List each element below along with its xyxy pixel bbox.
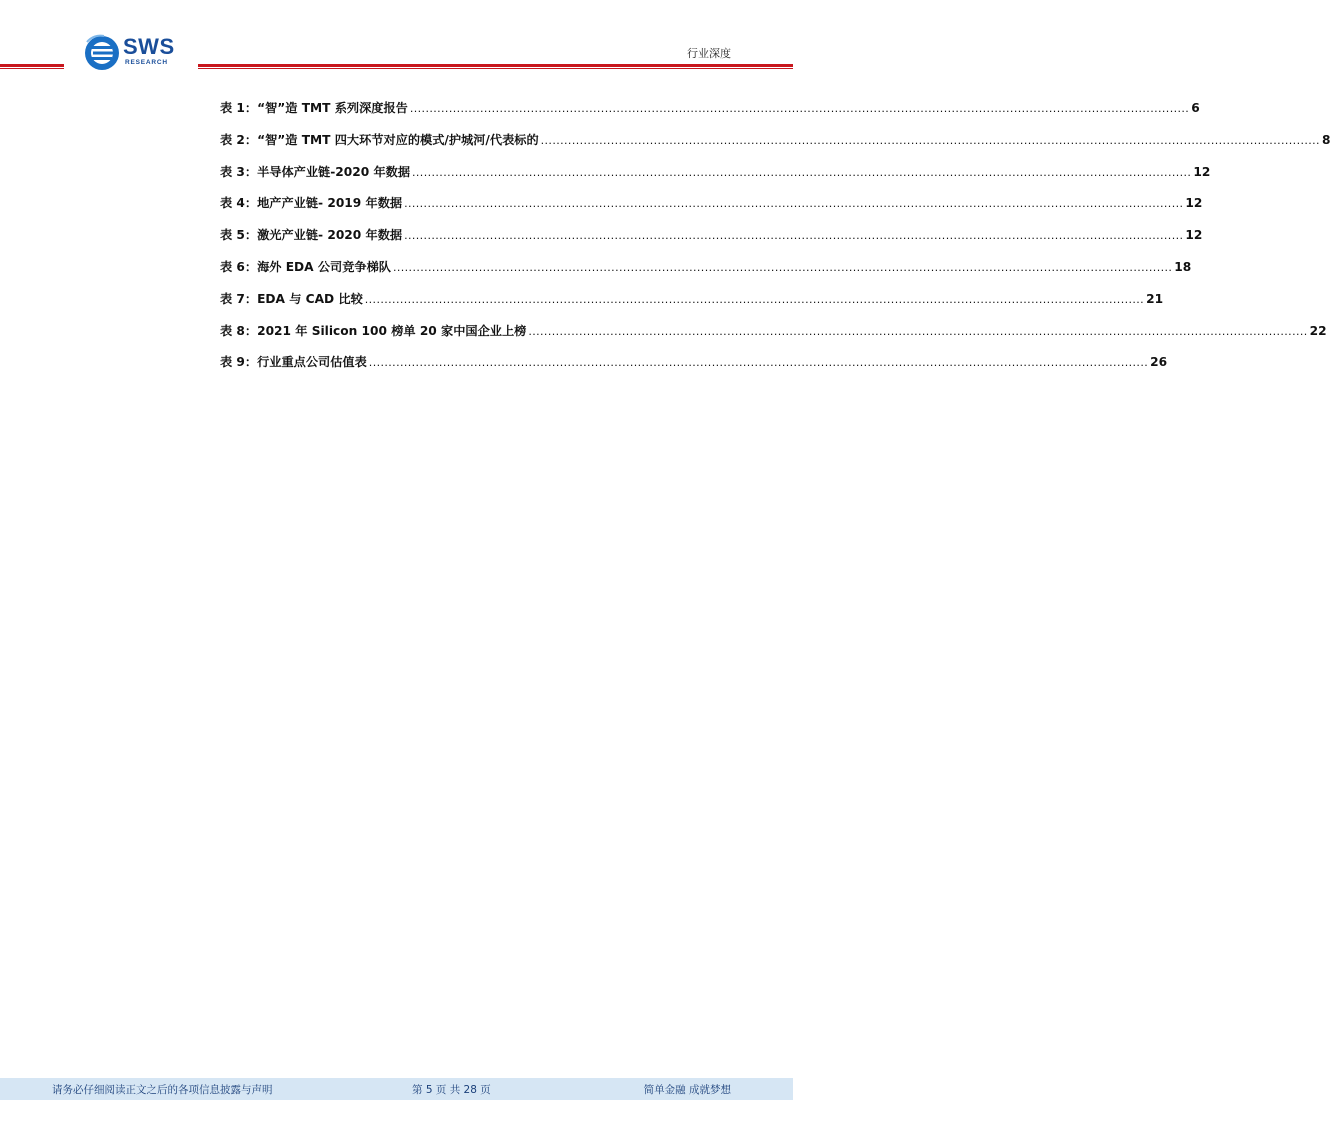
- leader-dots: ........................................................................................................................................................................................................: [392, 260, 1173, 274]
- toc-entry-label: 表 1：“智”造 TMT 系列深度报告: [220, 101, 408, 115]
- toc-entry[interactable]: [220, 290, 1164, 322]
- toc-entry-page: 26: [1150, 355, 1168, 370]
- report-category: 行业深度: [687, 47, 731, 60]
- toc-entry-label: 表 8：2021 年 Silicon 100 榜单 20 家中国企业上榜: [220, 323, 527, 338]
- logo-subtext: RESEARCH: [125, 59, 168, 66]
- toc-entry-label: 表 5：激光产业链- 2020 年数据: [220, 228, 403, 243]
- toc-entry-page: 12: [1193, 164, 1211, 179]
- toc-entry-label: 表 4：地产产业链- 2019 年数据: [220, 196, 403, 211]
- leader-dots: ........................................................................................................................................................................................................: [412, 165, 1192, 179]
- header-rule-left: [0, 64, 64, 70]
- toc-entry[interactable]: [220, 258, 1192, 290]
- toc-entry-page: 12: [1185, 196, 1203, 211]
- footer-page-number: 第 5 页 共 28 页: [412, 1084, 491, 1096]
- table-list: [220, 99, 1330, 385]
- toc-entry-label: 表 6：海外 EDA 公司竞争梯队: [220, 259, 391, 274]
- toc-entry[interactable]: [220, 194, 1203, 226]
- toc-entry[interactable]: [220, 226, 1203, 258]
- leader-dots: ........................................................................................................................................................................................................: [404, 229, 1184, 243]
- leader-dots: ........................................................................................................................................................................................................: [368, 356, 1149, 370]
- toc-entry[interactable]: [220, 353, 1168, 385]
- toc-entry-page: 18: [1174, 259, 1192, 274]
- toc-entry[interactable]: [220, 131, 1330, 163]
- page-footer: [0, 1078, 793, 1100]
- leader-dots: ........................................................................................................................................................................................................: [540, 133, 1320, 147]
- toc-entry-page: 6: [1191, 101, 1200, 115]
- footer-disclaimer: 请务必仔细阅读正文之后的各项信息披露与声明: [52, 1084, 273, 1096]
- sws-logo-mark-icon: [84, 34, 120, 72]
- toc-entry[interactable]: [220, 163, 1211, 195]
- footer-slogan: 简单金融 成就梦想: [643, 1084, 731, 1096]
- leader-dots: ........................................................................................................................................................................................................: [364, 292, 1145, 306]
- leader-dots: ........................................................................................................................................................................................................: [409, 102, 1190, 115]
- toc-entry-page: 22: [1309, 323, 1327, 338]
- toc-entry-page: 12: [1185, 228, 1203, 243]
- toc-entry[interactable]: [220, 99, 1200, 131]
- toc-entry-label: 表 7：EDA 与 CAD 比较: [220, 291, 363, 306]
- sws-logo: [84, 34, 189, 72]
- toc-entry-label: 表 9：行业重点公司估值表: [220, 355, 367, 370]
- toc-entry-label: 表 2：“智”造 TMT 四大环节对应的模式/护城河/代表标的: [220, 132, 539, 147]
- logo-text: SWS: [123, 34, 175, 59]
- leader-dots: ........................................................................................................................................................................................................: [404, 197, 1184, 211]
- leader-dots: ........................................................................................................................................................................................................: [528, 324, 1308, 338]
- toc-entry-label: 表 3：半导体产业链-2020 年数据: [220, 164, 411, 179]
- header-rule-right: [198, 64, 793, 70]
- toc-entry-page: 21: [1146, 291, 1164, 306]
- toc-entry[interactable]: [220, 322, 1327, 354]
- toc-entry-page: 8: [1321, 132, 1330, 147]
